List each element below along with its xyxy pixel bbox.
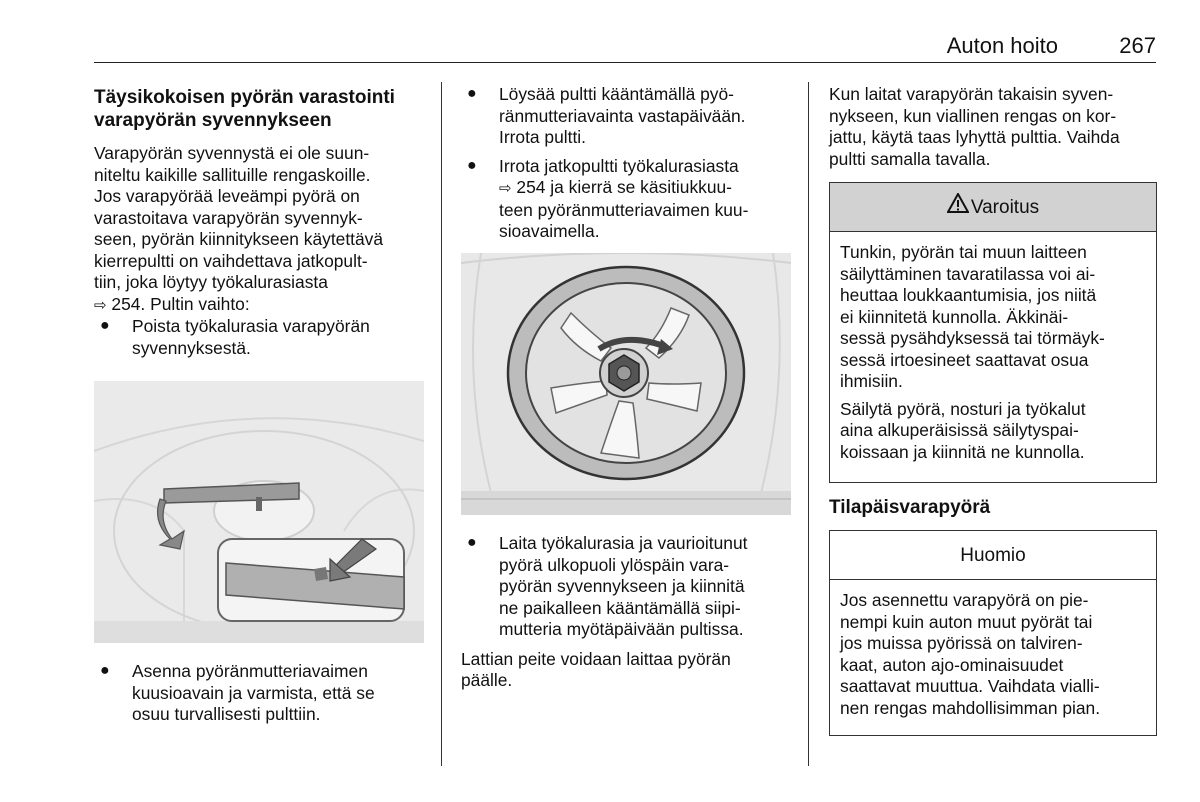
note-body: Jos asennettu varapyörä on pie- nempi kuin auton muut pyörät tai jos muissa pyörissä on talviren- kaat, auton ajo-ominaisuudet saattavat muuttua. Vaihdata vialli- nen rengas mahdollisimman pian. bbox=[840, 590, 1101, 718]
page-reference-link[interactable]: 254 ja kierrä se käsitiukkuu- bbox=[516, 177, 732, 197]
bullet-icon: ● bbox=[100, 317, 110, 334]
column-3 bbox=[829, 84, 1159, 170]
warning-box bbox=[829, 182, 1157, 483]
warning-triangle-icon bbox=[947, 183, 969, 233]
intro-paragraph: Varapyörän syvennystä ei ole suun- niteltu kaikille sallituille rengaskoille. Jos varapyörää leveämpi pyörä on varastoitava varapyörän syvennyk- seen, pyörän kiinnitykseen käytettävä kierrepultti on vaihdettava jatkopult- tiin, joka löytyy työkalurasiasta ⇨ 254. Pultin vaihto: bbox=[94, 143, 384, 314]
column-2-bottom bbox=[461, 533, 791, 692]
list-item: ● Poista työkalurasia varapyörän syvennyksestä. bbox=[100, 316, 370, 358]
column-divider-right bbox=[808, 82, 809, 766]
column-3-heading bbox=[829, 496, 1159, 519]
toolbox-removal-figure bbox=[94, 381, 424, 643]
page-number: 267 bbox=[1119, 33, 1156, 58]
warning-body bbox=[830, 232, 1156, 463]
bullet-icon: ● bbox=[100, 662, 110, 679]
warning-paragraph: Tunkin, pyörän tai muun laitteen säilyttäminen tavaratilassa voi ai- heuttaa loukkaantumisia, jos niitä ei kiinnitetä kunnolla. Äkkinäi- sessä pysähdyksessä tai törmäyk- sessä irtoesineet saattavat osua ihmisiin. bbox=[840, 242, 1105, 391]
bullet-icon: ● bbox=[467, 156, 477, 174]
page-reference-arrow-icon: ⇨ bbox=[499, 180, 512, 197]
note-header bbox=[830, 531, 1156, 580]
column-divider-left bbox=[441, 82, 442, 766]
section-heading: Täysikokoisen pyörän varastointi varapyörän syvennykseen bbox=[94, 87, 395, 131]
column-1 bbox=[94, 86, 424, 359]
section-heading: Tilapäisvarapyörä bbox=[829, 497, 991, 518]
list-item: ● Asenna pyöränmutteriavaimen kuusioavain ja varmista, että se osuu turvallisesti pulttiin. bbox=[100, 661, 375, 724]
reinstall-paragraph: Kun laitat varapyörän takaisin syven- nykseen, kun viallinen rengas on kor- jattu, käytä taas lyhyttä pulttia. Vaihda pultti samalla tavalla. bbox=[829, 84, 1120, 169]
page-reference-arrow-icon: ⇨ bbox=[94, 296, 107, 314]
page-reference-link[interactable]: 254. Pultin vaihto: bbox=[111, 293, 250, 314]
spare-wheel-figure bbox=[461, 253, 791, 515]
note-title: Huomio bbox=[960, 545, 1026, 566]
note-box bbox=[829, 530, 1157, 736]
column-2 bbox=[461, 84, 791, 243]
list-item: ● Laita työkalurasia ja vaurioitunut pyörä ulkopuoli ylöspäin vara- pyörän syvennykseen ja kiinnitä ne paikalleen kääntämällä siipi- mutteria myötäpäivään pultissa. bbox=[467, 533, 748, 639]
list-item: ● Irrota jatkopultti työkalurasiasta ⇨ 254 ja kierrä se käsitiukkuu- teen pyöränmutteriavaimen kuu- sioavaimella. bbox=[467, 155, 749, 241]
bullet-icon: ● bbox=[467, 534, 477, 551]
closing-paragraph: Lattian peite voidaan laittaa pyörän päälle. bbox=[461, 648, 731, 690]
bullet-icon: ● bbox=[467, 85, 477, 102]
section-title: Auton hoito bbox=[946, 33, 1058, 58]
warning-title: Varoitus bbox=[970, 197, 1040, 219]
warning-paragraph: Säilytä pyörä, nosturi ja työkalut aina alkuperäisissä säilytyspai- koissaan ja kiinnitä ne kunnolla. bbox=[840, 398, 1086, 462]
column-1-bottom bbox=[94, 661, 424, 726]
page-header bbox=[94, 30, 1156, 63]
list-item: ● Löysää pultti kääntämällä pyö- ränmutteriavainta vastapäivään. Irrota pultti. bbox=[467, 84, 746, 147]
warning-header bbox=[830, 183, 1156, 232]
